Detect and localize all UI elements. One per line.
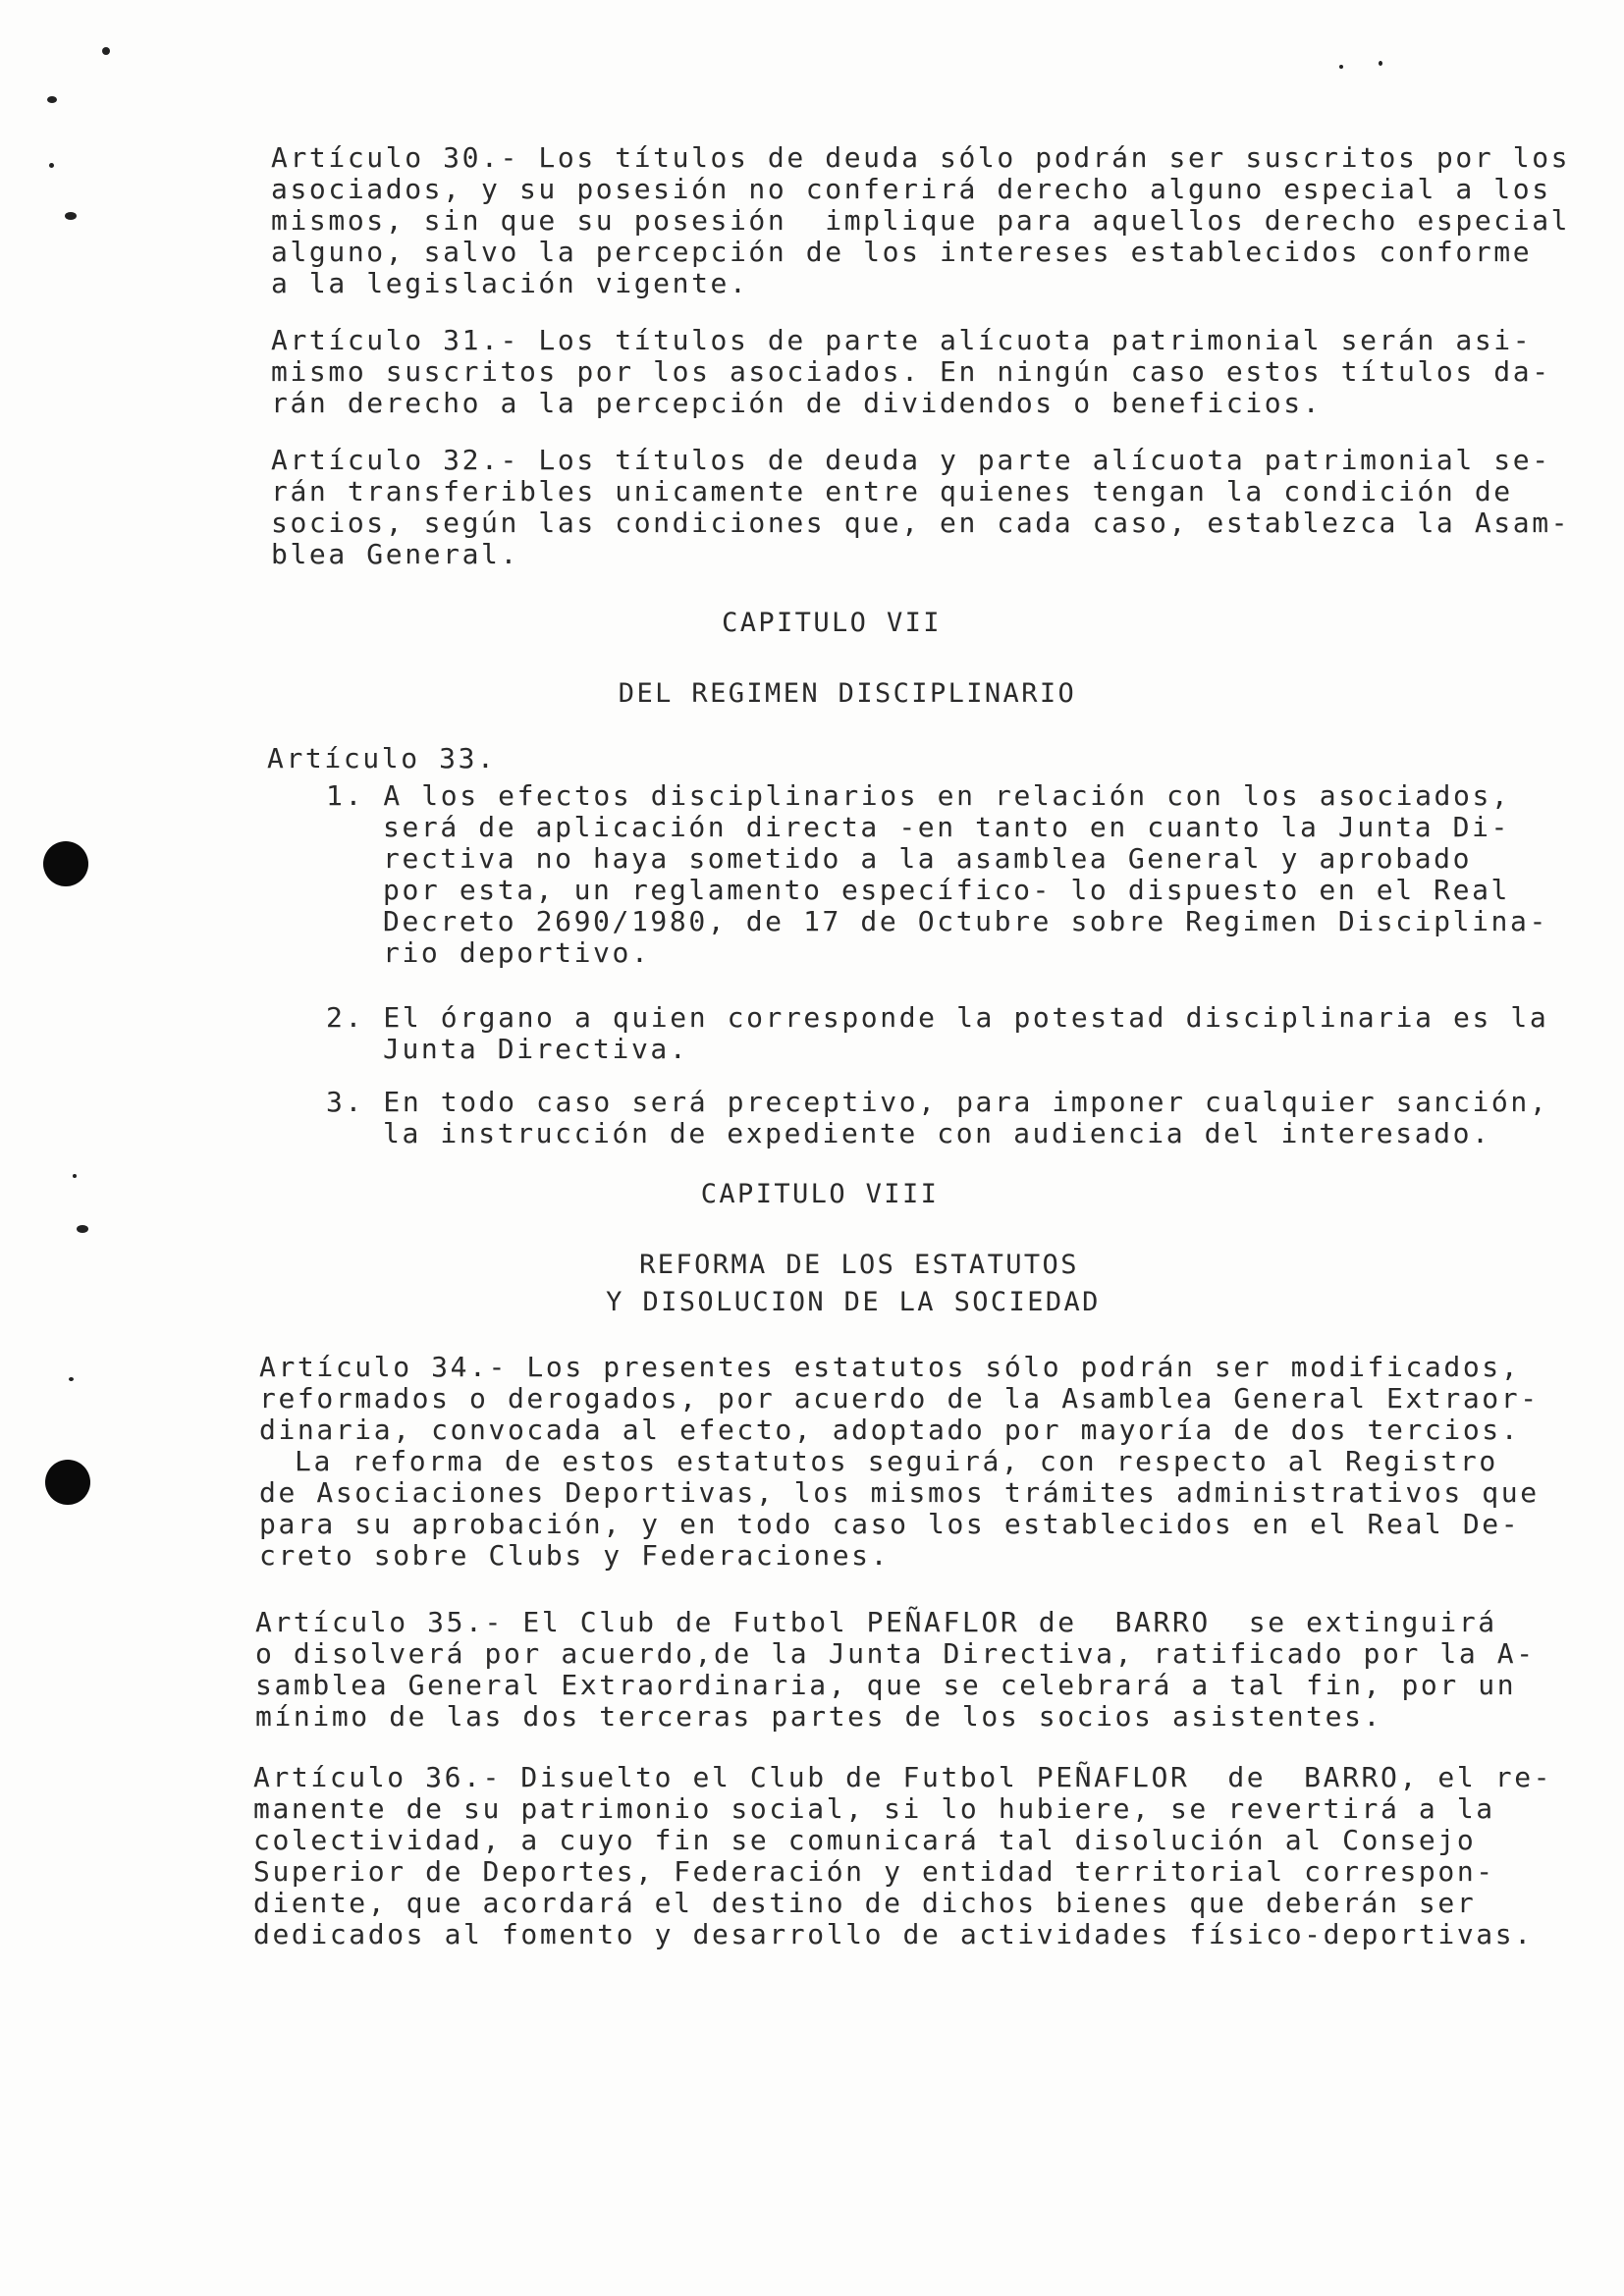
- art31-line-1: Artículo 31.- Los títulos de parte alícuota patrimonial serán asi-: [271, 324, 1533, 356]
- art30-line-2: asociados, y su posesión no conferirá derecho alguno especial a los: [271, 173, 1551, 205]
- art31-line-3: rán derecho a la percepción de dividendos o beneficios.: [271, 387, 1323, 419]
- art33-p1-line-1: 1. A los efectos disciplinarios en relación con los asociados,: [326, 779, 1511, 812]
- art35-line-1: Artículo 35.- El Club de Futbol PEÑAFLOR de BARRO se extinguirá: [255, 1606, 1497, 1638]
- art33-p1-line-3: rectiva no haya sometido a la asamblea General y aprobado: [383, 842, 1473, 875]
- art35-line-2: o disolverá por acuerdo,de la Junta Directiva, ratificado por la A-: [255, 1637, 1536, 1670]
- art31-line-2: mismo suscritos por los asociados. En ningún caso estos títulos da-: [271, 355, 1551, 388]
- art34-line-4: La reforma de estos estatutos seguirá, con respecto al Registro: [295, 1445, 1498, 1477]
- speck: [1339, 65, 1343, 69]
- art34-line-2: reformados o derogados, por acuerdo de la Asamblea General Extraor-: [259, 1382, 1540, 1415]
- binder-hole-top: [43, 841, 88, 886]
- binder-hole-bottom: [45, 1460, 90, 1505]
- art33-p1-line-2: será de aplicación directa -en tanto en cuanto la Junta Di-: [383, 811, 1510, 843]
- chapter-7-subtitle: DEL REGIMEN DISCIPLINARIO: [618, 678, 1077, 709]
- art32-line-3: socios, según las condiciones que, en cada caso, establezca la Asam-: [271, 507, 1571, 539]
- art36-line-6: dedicados al fomento y desarrollo de actividades físico-deportivas.: [253, 1918, 1534, 1950]
- art35-line-3: samblea General Extraordinaria, que se celebrará a tal fin, por un: [255, 1669, 1517, 1701]
- art33-p1-line-4: por esta, un reglamento específico- lo dispuesto en el Real: [383, 874, 1510, 906]
- art34-line-7: creto sobre Clubs y Federaciones.: [259, 1539, 891, 1572]
- art36-line-5: diente, que acordará el destino de dichos bienes que deberán ser: [253, 1887, 1477, 1919]
- art33-p2-line-2: Junta Directiva.: [383, 1033, 689, 1065]
- speck: [47, 96, 57, 103]
- art34-line-5: de Asociaciones Deportivas, los mismos trámites administrativos que: [259, 1476, 1540, 1509]
- speck: [77, 1225, 88, 1233]
- art36-line-2: manente de su patrimonio social, si lo hubiere, se revertirá a la: [253, 1792, 1495, 1825]
- art30-line-4: alguno, salvo la percepción de los intereses establecidos conforme: [271, 236, 1533, 268]
- art33-p3-line-2: la instrucción de expediente con audiencia del interesado.: [383, 1117, 1491, 1149]
- art33-p1-line-6: rio deportivo.: [383, 936, 651, 969]
- art34-line-1: Artículo 34.- Los presentes estatutos sólo podrán ser modificados,: [259, 1351, 1521, 1383]
- art34-line-3: dinaria, convocada al efecto, adoptado por mayoría de dos tercios.: [259, 1414, 1521, 1446]
- art33-p2-line-1: 2. El órgano a quien corresponde la potestad disciplinaria es la: [326, 1001, 1549, 1034]
- art33-heading: Artículo 33.: [267, 742, 497, 774]
- art36-line-4: Superior de Deportes, Federación y entidad territorial correspon-: [253, 1855, 1495, 1888]
- chapter-8-subtitle-1: REFORMA DE LOS ESTATUTOS: [639, 1250, 1079, 1280]
- speck: [49, 163, 54, 168]
- art32-line-4: blea General.: [271, 538, 519, 570]
- art30-line-1: Artículo 30.- Los títulos de deuda sólo podrán ser suscritos por los: [271, 141, 1571, 174]
- chapter-8-title: CAPITULO VIII: [700, 1179, 940, 1209]
- art33-p3-line-1: 3. En todo caso será preceptivo, para imponer cualquier sanción,: [326, 1086, 1549, 1118]
- art34-line-6: para su aprobación, y en todo caso los establecidos en el Real De-: [259, 1508, 1521, 1540]
- art30-line-5: a la legislación vigente.: [271, 267, 749, 299]
- art33-p1-line-5: Decreto 2690/1980, de 17 de Octubre sobre Regimen Disciplina-: [383, 905, 1548, 937]
- speck: [69, 1377, 74, 1381]
- art32-line-2: rán transferibles unicamente entre quienes tengan la condición de: [271, 475, 1513, 507]
- art36-line-1: Artículo 36.- Disuelto el Club de Futbol PEÑAFLOR de BARRO, el re-: [253, 1761, 1553, 1793]
- speck: [1379, 61, 1382, 66]
- art32-line-1: Artículo 32.- Los títulos de deuda y parte alícuota patrimonial se-: [271, 444, 1551, 476]
- speck: [73, 1174, 77, 1178]
- art35-line-4: mínimo de las dos terceras partes de los socios asistentes.: [255, 1700, 1382, 1733]
- speck: [102, 47, 110, 55]
- chapter-8-subtitle-2: Y DISOLUCION DE LA SOCIEDAD: [606, 1287, 1101, 1317]
- speck: [65, 212, 77, 220]
- art36-line-3: colectividad, a cuyo fin se comunicará tal disolución al Consejo: [253, 1824, 1477, 1856]
- art30-line-3: mismos, sin que su posesión implique para aquellos derecho especial: [271, 204, 1571, 237]
- chapter-7-title: CAPITULO VII: [722, 608, 942, 638]
